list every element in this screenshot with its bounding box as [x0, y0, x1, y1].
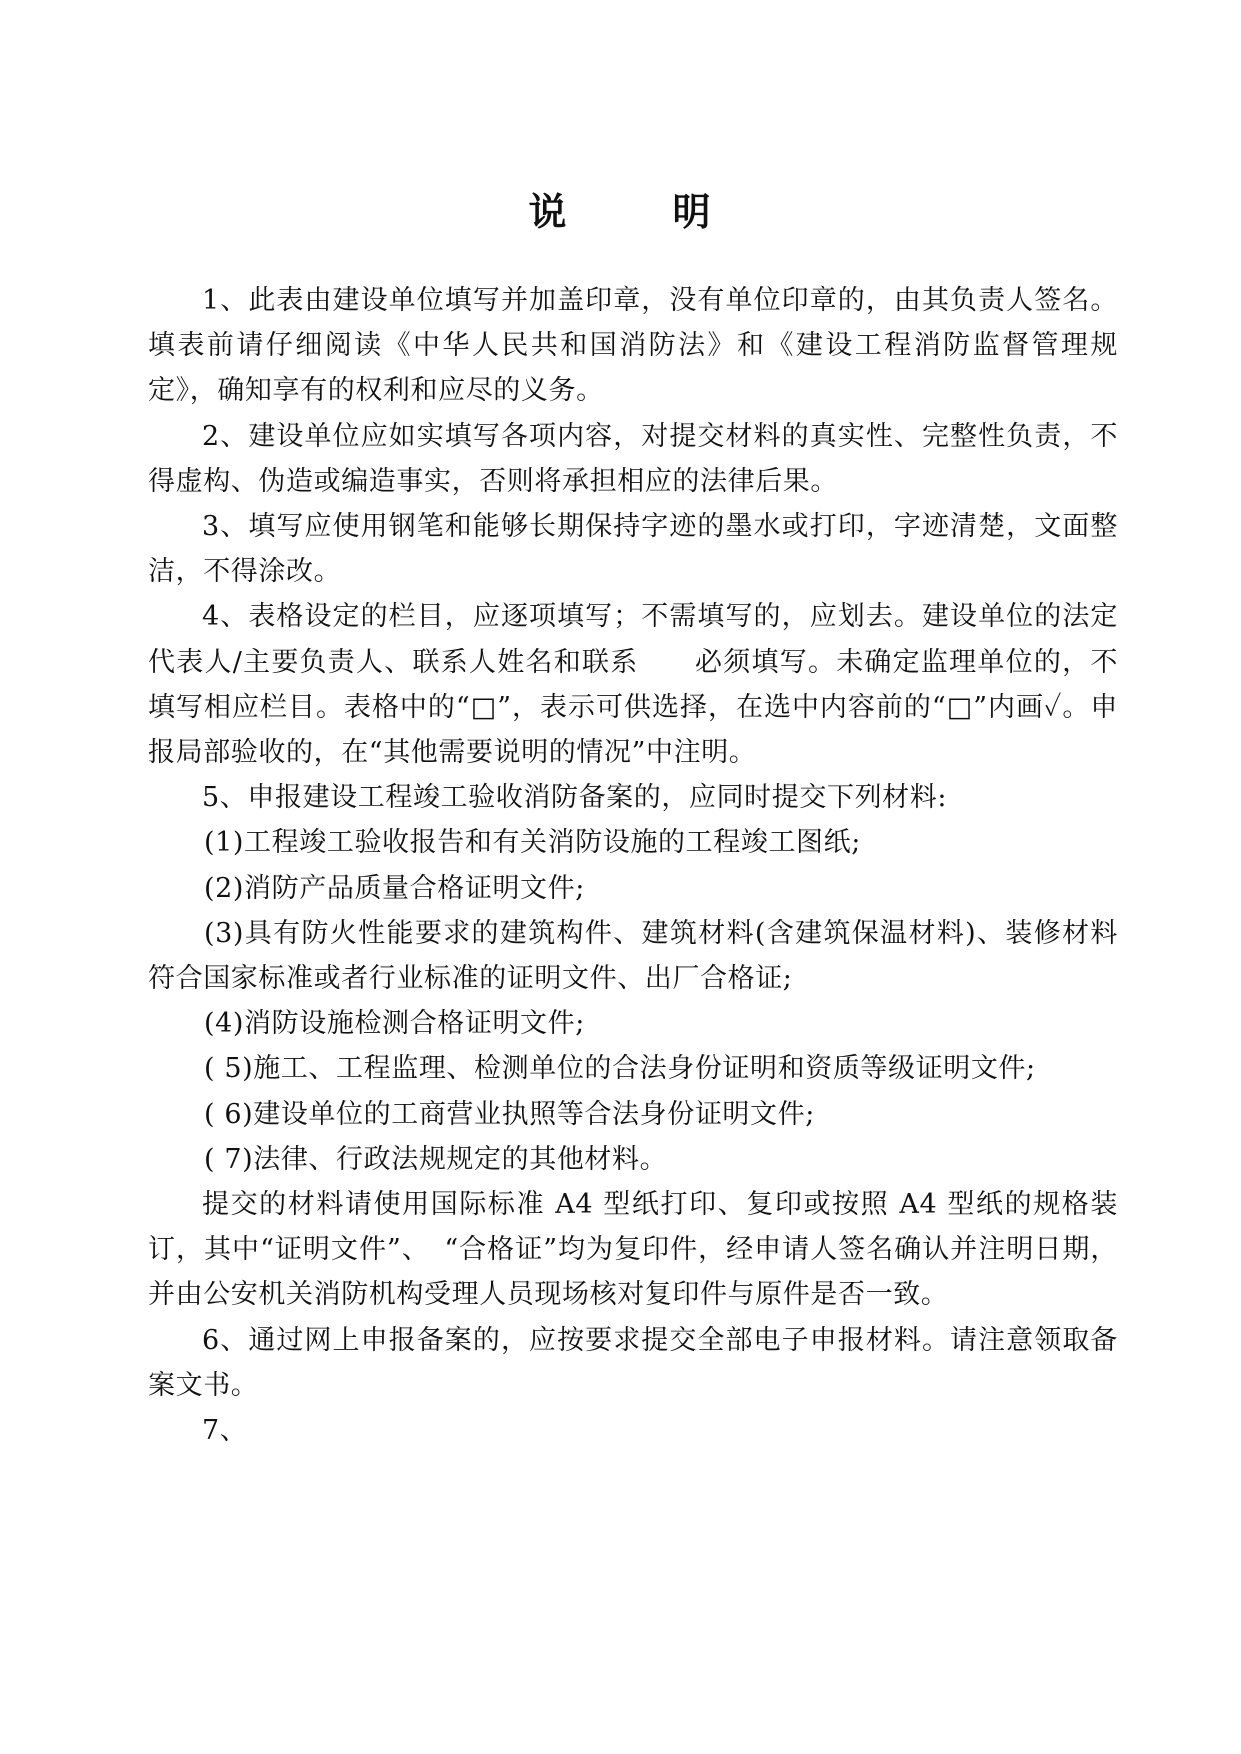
material-item-2: (2)消防产品质量合格证明文件; — [204, 872, 585, 904]
instruction-item-6: 6、通过网上申报备案的，应按要求提交全部电子申报材料。请注意领取备案文书。 — [148, 1324, 1118, 1401]
material-item-1: (1)工程竣工验收报告和有关消防设施的工程竣工图纸; — [204, 827, 861, 859]
instructions-body — [148, 278, 1118, 1453]
title-char-2: 明 — [672, 189, 713, 234]
material-item-4: (4)消防设施检测合格证明文件; — [204, 1008, 585, 1040]
instruction-item-4: 4、表格设定的栏目，应逐项填写；不需填写的，应划去。建设单位的法定代表人/主要负责人、联系人姓名和联系 必须填写。未确定监理单位的，不填写相应栏目。表格中的“□”，表示可供选择，在选中内容前的“□”内画✓。申报局部验收的，在“其他需要说明的情况”中注明。 — [148, 601, 1118, 769]
instruction-item-5: 5、申报建设工程竣工验收消防备案的，应同时提交下列材料: — [202, 782, 948, 814]
material-item-3: (3)具有防火性能要求的建筑构件、建筑材料(含建筑保温材料)、装修材料符合国家标准或者行业标准的证明文件、出厂合格证; — [148, 917, 1118, 995]
material-item-6: ( 6)建设单位的工商营业执照等合法身份证明文件; — [204, 1098, 815, 1130]
material-item-5: ( 5)施工、工程监理、检测单位的合法身份证明和资质等级证明文件; — [204, 1053, 1036, 1085]
instruction-item-2: 2、建设单位应如实填写各项内容，对提交材料的真实性、完整性负责，不得虚构、伪造或编造事实，否则将承担相应的法律后果。 — [148, 420, 1118, 497]
submission-note: 提交的材料请使用国际标准 A4 型纸打印、复印或按照 A4 型纸的规格装订，其中“证明文件”、 “合格证”均为复印件，经申请人签名确认并注明日期，并由公安机关消防机构受理人员现场核对复印件与原件是否一致。 — [148, 1189, 1118, 1311]
instruction-item-7: 7、 — [202, 1415, 248, 1447]
title-char-1: 说 — [528, 189, 569, 234]
instruction-item-1: 1、此表由建设单位填写并加盖印章，没有单位印章的，由其负责人签名。填表前请仔细阅读《中华人民共和国消防法》和《建设工程消防监督管理规定》，确知享有的权利和应尽的义务。 — [148, 285, 1118, 407]
instruction-item-3: 3、填写应使用钢笔和能够长期保持字迹的墨水或打印，字迹清楚，文面整洁，不得涂改。 — [148, 511, 1118, 588]
page-title — [0, 186, 1241, 238]
material-item-7: ( 7)法律、行政法规规定的其他材料。 — [204, 1143, 668, 1175]
